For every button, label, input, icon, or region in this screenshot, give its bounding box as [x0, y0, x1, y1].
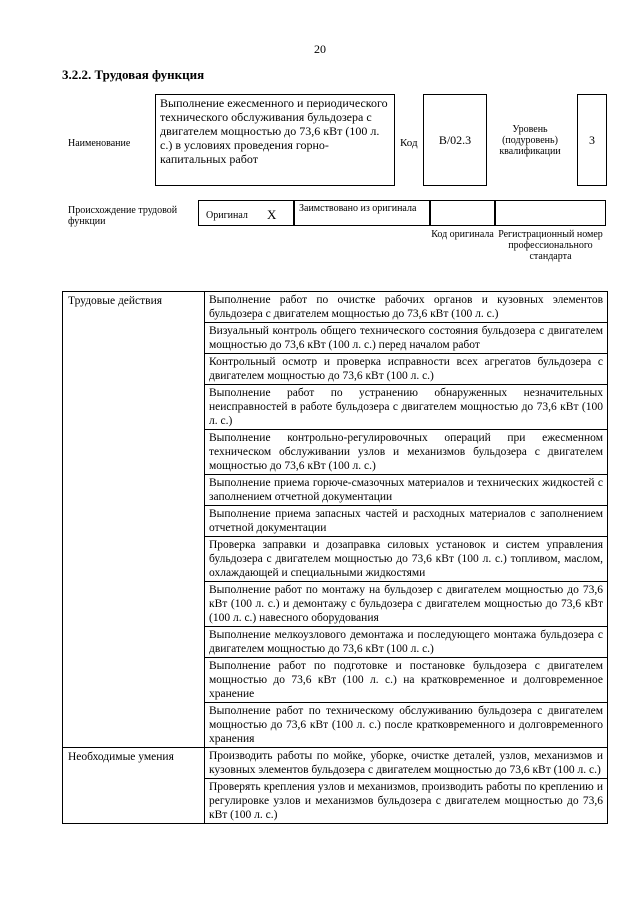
code-original-label: Код оригинала: [431, 229, 494, 240]
origin-label: Происхождение трудовой функции: [68, 205, 178, 227]
skill-item: Проверять крепления узлов и механизмов, производить работы по креплению и регулировке узлов и механизмов бульдозера с двигателем мощностью до 73,6 кВт (100 л. с.): [205, 779, 608, 824]
borrowed-cell: Заимствовано из оригинала: [294, 200, 430, 226]
action-item: Контрольный осмотр и проверка исправности всех агрегатов бульдозера с двигателем мощностью до 73,6 кВт (100 л. с.): [205, 354, 608, 385]
table-row: [63, 748, 608, 779]
reg-number-field: [495, 200, 606, 226]
level-label: Уровень (подуровень) квалификации: [499, 124, 561, 157]
code-label: Код: [400, 137, 418, 149]
action-item: Выполнение работ по очистке рабочих органов и кузовных элементов бульдозера с двигателем мощностью до 73,6 кВт (100 л. с.): [205, 292, 608, 323]
skill-item: Производить работы по мойке, уборке, очистке деталей, узлов, механизмов и кузовных элементов бульдозера с двигателем мощностью до 73,6 кВт (100 л. с.): [205, 748, 608, 779]
category-cell: Необходимые умения: [63, 748, 205, 824]
function-table: [62, 291, 608, 824]
function-name-field: Выполнение ежесменного и периодического технического обслуживания бульдозера с двигателем мощностью до 73,6 кВт (100 л. с.) в условиях проведения горно-капитальных работ: [155, 94, 395, 186]
action-item: Проверка заправки и дозаправка силовых установок и систем управления бульдозера с двигателем мощностью до 73,6 кВт (100 л. с.) топливом, маслом, охлаждающей и специальными жидкостями: [205, 537, 608, 582]
original-cell: [198, 200, 294, 226]
category-cell: Трудовые действия: [63, 292, 205, 748]
original-mark: X: [267, 207, 277, 222]
action-item: Визуальный контроль общего технического состояния бульдозера с двигателем мощностью до 73,6 кВт (100 л. с.) перед началом работ: [205, 323, 608, 354]
action-item: Выполнение мелкоузлового демонтажа и последующего монтажа бульдозера с двигателем мощностью до 73,6 кВт (100 л. с.): [205, 627, 608, 658]
page-number: 20: [314, 42, 326, 56]
action-item: Выполнение работ по подготовке и постановке бульдозера с двигателем мощностью до 73,6 кВт (100 л. с.) на кратковременное и долговременное хранение: [205, 658, 608, 703]
action-item: Выполнение контрольно-регулировочных операций при ежесменном техническом обслуживании узлов и механизмов бульдозера с двигателем мощностью до 73,6 кВт (100 л. с.): [205, 430, 608, 475]
action-item: Выполнение приема горюче-смазочных материалов и технических жидкостей с заполнением отчетной документации: [205, 475, 608, 506]
section-heading: 3.2.2. Трудовая функция: [62, 67, 205, 82]
code-field: B/02.3: [423, 94, 487, 186]
reg-number-label: Регистрационный номер профессионального стандарта: [498, 229, 603, 262]
action-item: Выполнение работ по техническому обслуживанию бульдозера с двигателем мощностью до 73,6 кВт (100 л. с.) после кратковременного и долговременного хранения: [205, 703, 608, 748]
name-label: Наименование: [68, 138, 131, 149]
level-field: 3: [577, 94, 607, 186]
action-item: Выполнение работ по устранению обнаруженных незначительных неисправностей в работе бульдозера с двигателем мощностью до 73,6 кВт (100 л. с.): [205, 385, 608, 430]
original-label: Оригинал: [206, 210, 248, 221]
code-original-field: [430, 200, 495, 226]
action-item: Выполнение приема запасных частей и расходных материалов с заполнением отчетной документации: [205, 506, 608, 537]
table-row: [63, 292, 608, 323]
action-item: Выполнение работ по монтажу на бульдозер с двигателем мощностью до 73,6 кВт (100 л. с.) и демонтажу с бульдозера с двигателем мощностью до 73,6 кВт (100 л. с.) навесного оборудования: [205, 582, 608, 627]
